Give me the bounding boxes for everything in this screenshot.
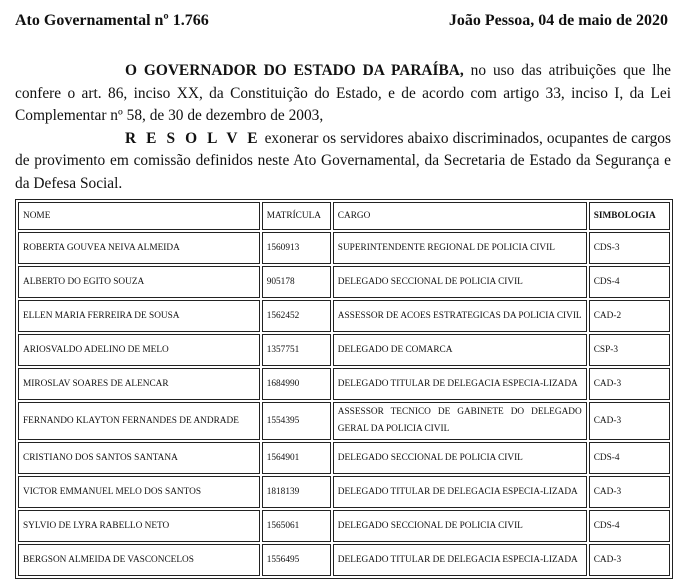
cell-cargo: ASSESSOR DE ACOES ESTRATEGICAS DA POLICIA CIVIL xyxy=(333,300,587,332)
table-row xyxy=(18,476,670,508)
table-row xyxy=(18,334,670,366)
place-date: João Pessoa, 04 de maio de 2020 xyxy=(448,12,668,29)
table-row xyxy=(18,266,670,298)
servants-table xyxy=(15,199,673,579)
cell-simbologia: CDS-4 xyxy=(589,510,670,542)
preamble-text: no uso das atribuições que lhe confere o art. 86, inciso XX, da Constituição do Estado, e de acordo com artigo 33, inciso I, da Lei Complementar nº 58, de 30 de dezembro de 2003, xyxy=(15,62,671,124)
decree-body xyxy=(15,60,671,195)
cell-matricula: 1564901 xyxy=(262,442,331,474)
cell-cargo: DELEGADO SECCIONAL DE POLICIA CIVIL xyxy=(333,442,587,474)
cell-matricula: 1684990 xyxy=(262,368,331,400)
cell-cargo: DELEGADO SECCIONAL DE POLICIA CIVIL xyxy=(333,510,587,542)
cell-matricula: 1818139 xyxy=(262,476,331,508)
cell-nome: BERGSON ALMEIDA DE VASCONCELOS xyxy=(18,544,260,576)
cell-simbologia: CDS-4 xyxy=(589,442,670,474)
header-simbologia: SIMBOLOGIA xyxy=(589,202,670,230)
cell-simbologia: CAD-2 xyxy=(589,300,670,332)
cell-matricula: 1554395 xyxy=(262,402,331,440)
table-row xyxy=(18,442,670,474)
header-cargo: CARGO xyxy=(333,202,587,230)
governor-title: O GOVERNADOR DO ESTADO DA PARAÍBA, xyxy=(125,62,464,79)
cell-matricula: 1565061 xyxy=(262,510,331,542)
table-row xyxy=(18,544,670,576)
cell-matricula: 1556495 xyxy=(262,544,331,576)
cell-simbologia: CDS-3 xyxy=(589,232,670,264)
cell-nome: ARIOSVALDO ADELINO DE MELO xyxy=(18,334,260,366)
cell-cargo: DELEGADO DE COMARCA xyxy=(333,334,587,366)
cell-nome: ELLEN MARIA FERREIRA DE SOUSA xyxy=(18,300,260,332)
resolution-paragraph xyxy=(15,128,671,196)
table-row xyxy=(18,232,670,264)
cell-simbologia: CDS-4 xyxy=(589,266,670,298)
cell-matricula: 1560913 xyxy=(262,232,331,264)
cell-simbologia: CAD-3 xyxy=(589,368,670,400)
cell-nome: FERNANDO KLAYTON FERNANDES DE ANDRADE xyxy=(18,402,260,440)
cell-nome: ROBERTA GOUVEA NEIVA ALMEIDA xyxy=(18,232,260,264)
cell-cargo: DELEGADO SECCIONAL DE POLICIA CIVIL xyxy=(333,266,587,298)
cell-nome: SYLVIO DE LYRA RABELLO NETO xyxy=(18,510,260,542)
resolve-word: R E S O L V E xyxy=(125,129,261,147)
cell-cargo: ASSESSOR TECNICO DE GABINETE DO DELEGADO GERAL DA POLICIA CIVIL xyxy=(333,402,587,440)
table-row xyxy=(18,510,670,542)
resolution-text: exonerar os servidores abaixo discriminados, ocupantes de cargos de provimento em comissão definidos neste Ato Governamental, da Secretaria de Estado da Segurança e da Defesa Social. xyxy=(15,129,671,192)
act-number: Ato Governamental nº 1.766 xyxy=(15,12,209,29)
table-row xyxy=(18,368,670,400)
header-matricula: MATRÍCULA xyxy=(262,202,331,230)
cell-simbologia: CAD-3 xyxy=(589,476,670,508)
cell-matricula: 905178 xyxy=(262,266,331,298)
table-header-row xyxy=(18,202,670,230)
cell-nome: ALBERTO DO EGITO SOUZA xyxy=(18,266,260,298)
header-nome: NOME xyxy=(18,202,260,230)
cell-cargo: SUPERINTENDENTE REGIONAL DE POLICIA CIVIL xyxy=(333,232,587,264)
cell-cargo: DELEGADO TITULAR DE DELEGACIA ESPECIA-LIZADA xyxy=(333,544,587,576)
cell-nome: VICTOR EMMANUEL MELO DOS SANTOS xyxy=(18,476,260,508)
preamble-paragraph xyxy=(15,60,671,128)
table-row xyxy=(18,300,670,332)
cell-simbologia: CAD-3 xyxy=(589,402,670,440)
cell-simbologia: CSP-3 xyxy=(589,334,670,366)
cell-cargo: DELEGADO TITULAR DE DELEGACIA ESPECIA-LIZADA xyxy=(333,368,587,400)
cell-matricula: 1357751 xyxy=(262,334,331,366)
cell-simbologia: CAD-3 xyxy=(589,544,670,576)
cell-matricula: 1562452 xyxy=(262,300,331,332)
cell-nome: CRISTIANO DOS SANTOS SANTANA xyxy=(18,442,260,474)
cell-nome: MIROSLAV SOARES DE ALENCAR xyxy=(18,368,260,400)
table-row xyxy=(18,402,670,440)
cell-cargo: DELEGADO TITULAR DE DELEGACIA ESPECIA-LIZADA xyxy=(333,476,587,508)
